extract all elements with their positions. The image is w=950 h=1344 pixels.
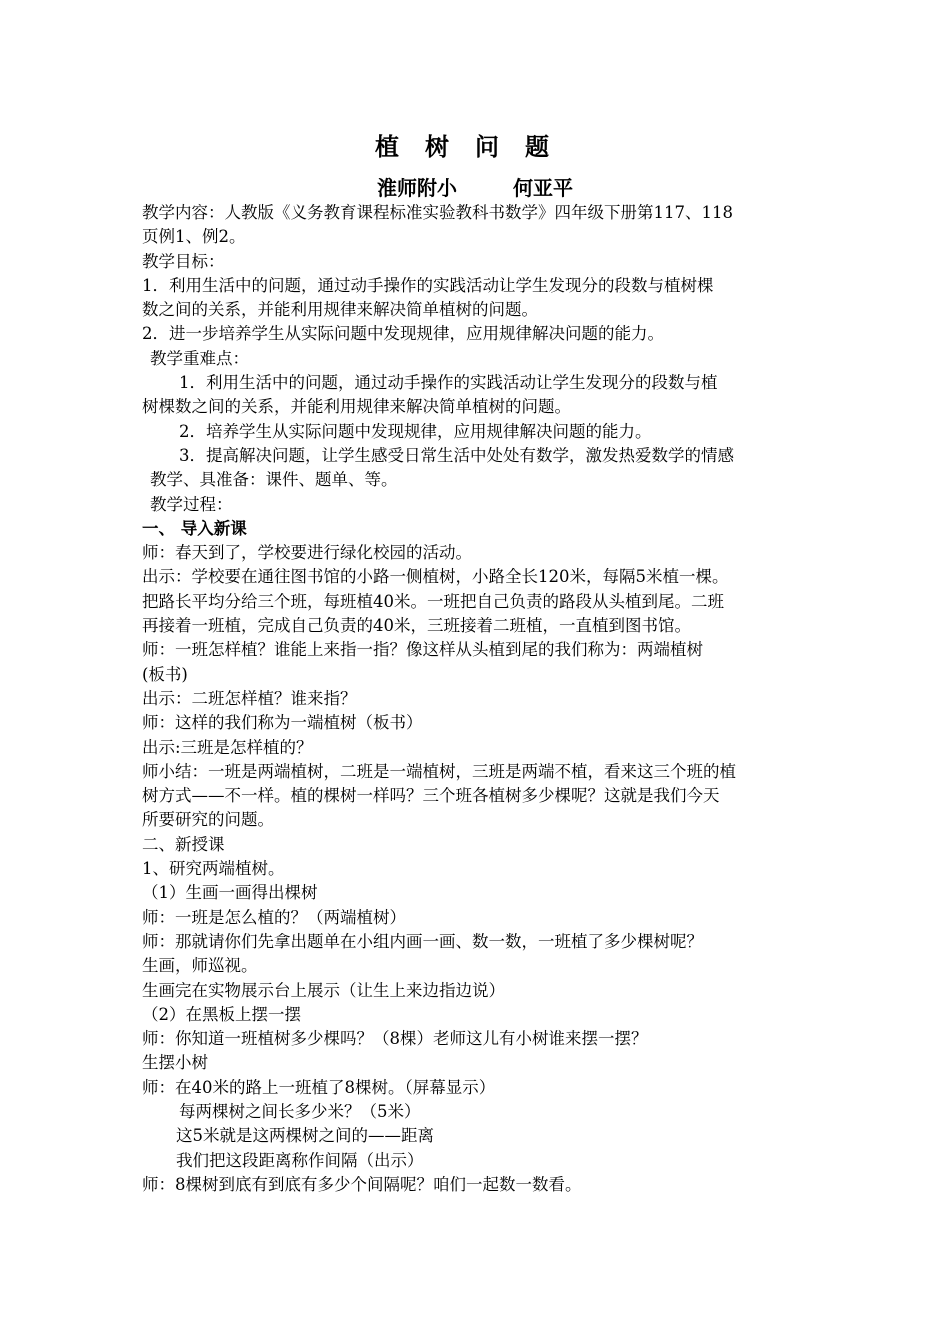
section-heading: 教学目标： <box>142 251 225 271</box>
doc-title: 植树问题 <box>375 132 575 161</box>
school-name: 淮师附小 <box>377 176 457 200</box>
text-line: （2）在黑板上摆一摆 <box>142 1004 301 1024</box>
text-line: 1．利用生活中的问题，通过动手操作的实践活动让学生发现分的段数与植树棵 <box>142 275 714 295</box>
text-line: 我们把这段距离称作间隔（出示） <box>176 1150 424 1170</box>
text-line: 师：在40米的路上一班植了8棵树。（屏幕显示） <box>142 1077 496 1097</box>
text-line: 出示：学校要在通往图书馆的小路一侧植树，小路全长120米，每隔5米植一棵。 <box>142 567 729 587</box>
doc-author-line <box>0 174 950 202</box>
text-line: 2．进一步培养学生从实际问题中发现规律，应用规律解决问题的能力。 <box>142 324 664 344</box>
text-line: 树棵数之间的关系，并能利用规律来解决简单植树的问题。 <box>142 397 571 417</box>
text-line: 师：8棵树到底有到底有多少个间隔呢？咱们一起数一数看。 <box>142 1174 582 1194</box>
author-name: 何亚平 <box>513 176 573 200</box>
text-line: 师：那就请你们先拿出题单在小组内画一画、数一数，一班植了多少棵树呢？ <box>142 931 703 951</box>
text-line: 教学、具准备：课件、题单、等。 <box>150 470 398 490</box>
doc-body <box>142 201 814 1197</box>
text-line: (板书) <box>142 664 188 684</box>
text-line: 生摆小树 <box>142 1053 208 1073</box>
text-line: 师：你知道一班植树多少棵吗？（8棵）老师这儿有小树谁来摆一摆？ <box>142 1029 648 1049</box>
text-line: 3．提高解决问题，让学生感受日常生活中处处有数学，激发热爱数学的情感 <box>179 445 734 465</box>
section-heading: 一、 导入新课 <box>142 518 247 538</box>
text-line: 出示:三班是怎样植的？ <box>142 737 313 757</box>
text-line: 师：春天到了，学校要进行绿化校园的活动。 <box>142 543 472 563</box>
text-line: 生画完在实物展示台上展示（让生上来边指边说） <box>142 980 505 1000</box>
text-line: 页例1、例2。 <box>142 227 246 247</box>
text-line: 树方式——不一样。植的棵树一样吗？三个班各植树多少棵呢？这就是我们今天 <box>142 786 720 806</box>
text-line: 数之间的关系，并能利用规律来解决简单植树的问题。 <box>142 300 538 320</box>
section-heading: 二、新授课 <box>142 834 225 854</box>
text-line: 师：这样的我们称为一端植树（板书） <box>142 713 423 733</box>
text-line: 师小结：一班是两端植树，二班是一端植树，三班是两端不植，看来这三个班的植 <box>142 761 736 781</box>
text-line: （1）生画一画得出棵树 <box>142 883 318 903</box>
text-line: 出示：二班怎样植？谁来指？ <box>142 688 357 708</box>
text-line: 每两棵树之间长多少米？（5米） <box>179 1101 421 1121</box>
text-line: 生画，师巡视。 <box>142 956 258 976</box>
text-line: 再接着一班植，完成自己负责的40米，三班接着二班植，一直植到图书馆。 <box>142 616 691 636</box>
text-line: 师：一班怎样植？谁能上来指一指？像这样从头植到尾的我们称为：两端植树 <box>142 640 703 660</box>
text-line: 这5米就是这两棵树之间的——距离 <box>176 1126 434 1146</box>
text-line: 2．培养学生从实际问题中发现规律，应用规律解决问题的能力。 <box>179 421 652 441</box>
text-line: 1．利用生活中的问题，通过动手操作的实践活动让学生发现分的段数与植 <box>179 373 718 393</box>
text-line: 教学内容：人教版《义务教育课程标准实验教科书数学》四年级下册第117、118 <box>142 203 733 222</box>
text-line: 把路长平均分给三个班，每班植40米。一班把自己负责的路段从头植到尾。二班 <box>142 591 724 611</box>
section-heading: 教学重难点： <box>150 348 249 368</box>
section-heading: 教学过程： <box>150 494 233 514</box>
text-line: 所要研究的问题。 <box>142 810 274 830</box>
text-line: 师：一班是怎么植的？（两端植树） <box>142 907 406 927</box>
text-line: 1、研究两端植树。 <box>142 859 285 879</box>
